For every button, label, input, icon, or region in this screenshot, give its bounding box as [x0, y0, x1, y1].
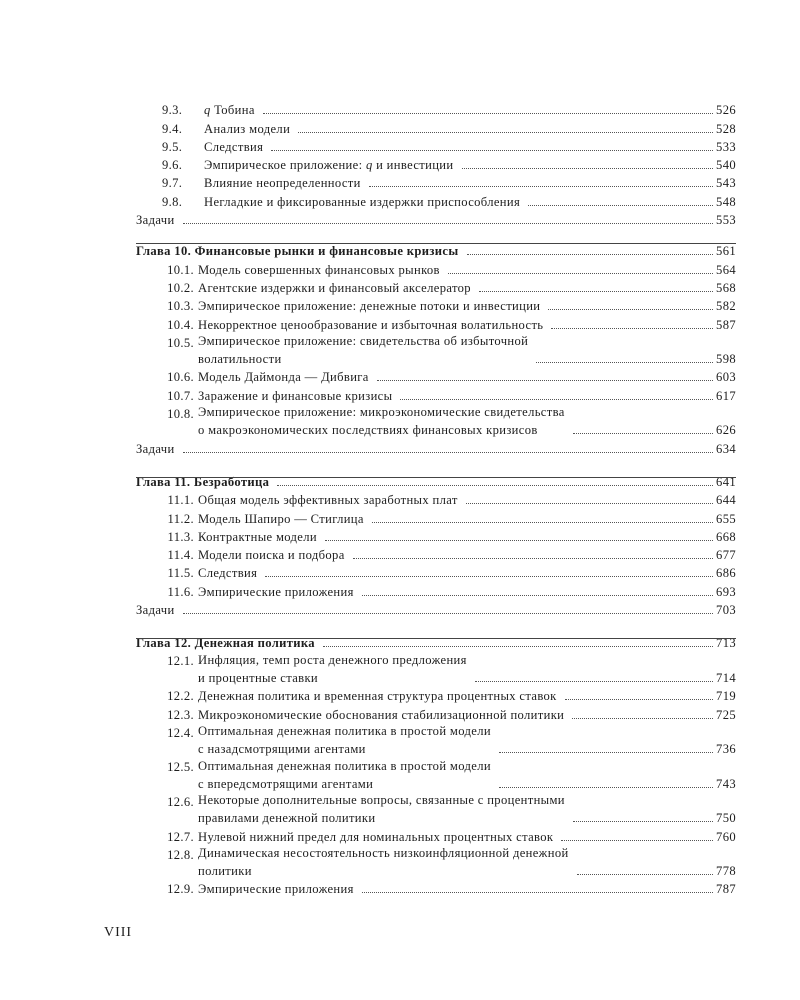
- dot-leader: [528, 205, 713, 206]
- toc-entry-9-7: [136, 174, 736, 192]
- toc-entry-10-4: [136, 315, 736, 333]
- toc-entry-10-7: [136, 386, 736, 404]
- page-number: 626: [716, 423, 736, 438]
- dot-leader: [499, 752, 713, 753]
- section-title: Эмпирическое приложение: микроэкономические свидетельства о макроэкономических последствиях финансовых кризисов: [198, 405, 565, 438]
- page-number: 743: [716, 776, 736, 791]
- dot-leader: [577, 874, 713, 875]
- toc-entry-12-4: [136, 724, 736, 759]
- page-number: 644: [716, 493, 736, 508]
- dot-leader: [377, 380, 713, 381]
- page-number: 725: [716, 707, 736, 722]
- dot-leader: [183, 452, 713, 453]
- toc-entry-11-4: [136, 546, 736, 564]
- section-number: 10.4.: [167, 317, 194, 332]
- page-number: 561: [716, 244, 736, 259]
- toc-entry-12-9: [136, 880, 736, 898]
- page-number: 686: [716, 566, 736, 581]
- section-title: Модель совершенных финансовых рынков: [198, 262, 440, 277]
- page-folio: VIII: [104, 925, 133, 940]
- toc-entry-12-8: [136, 846, 736, 881]
- dot-leader: [565, 699, 713, 700]
- page-number: 736: [716, 742, 736, 757]
- page-number: 587: [716, 317, 736, 332]
- page-number: 713: [716, 636, 736, 651]
- toc-entry-9-5: [136, 138, 736, 156]
- toc-entry-12-7: [136, 827, 736, 845]
- chapter-title: Глава 12. Денежная политика: [136, 636, 315, 651]
- page-number: 655: [716, 511, 736, 526]
- section-number: 10.2.: [167, 280, 194, 295]
- tasks-title: Задачи: [136, 441, 175, 456]
- dot-leader: [362, 892, 713, 893]
- section-title: Модели поиска и подбора: [198, 548, 345, 563]
- dot-leader: [475, 681, 713, 682]
- section-title: Нулевой нижний предел для номинальных процентных ставок: [198, 829, 554, 844]
- dot-leader: [448, 273, 713, 274]
- toc-entry-12-6: [136, 793, 736, 828]
- toc-entry-12-3: [136, 705, 736, 723]
- section-number: 11.1.: [167, 493, 194, 508]
- dot-leader: [323, 646, 713, 647]
- toc-entry-12-2: [136, 687, 736, 705]
- section-title: Оптимальная денежная политика в простой модели с впередсмотрящими агентами: [198, 758, 491, 791]
- chapter-heading-11: [136, 473, 736, 491]
- section-title: Анализ модели: [204, 121, 291, 136]
- section-number: 9.6.: [162, 158, 183, 173]
- chapter-separator: [136, 243, 736, 244]
- page-number: 548: [716, 194, 736, 209]
- toc-entry-10-8: [136, 405, 736, 440]
- dot-leader: [265, 576, 713, 577]
- dot-leader: [183, 613, 713, 614]
- section-title: Эмпирическое приложение: q и инвестиции: [204, 158, 454, 173]
- section-title: Заражение и финансовые кризисы: [198, 388, 393, 403]
- section-number: 9.3.: [162, 103, 183, 118]
- section-title: Оптимальная денежная политика в простой модели с назадсмотрящими агентами: [198, 724, 491, 757]
- toc-entry-11-6: [136, 582, 736, 600]
- section-title: Эмпирическое приложение: свидетельства об избыточной волатильности: [198, 334, 529, 367]
- page-number: 603: [716, 370, 736, 385]
- chapter-heading-12: [136, 634, 736, 652]
- section-number: 12.1.: [167, 654, 194, 669]
- section-number: 10.1.: [167, 262, 194, 277]
- section-title: Следствия: [204, 139, 264, 154]
- section-number: 11.2.: [167, 511, 194, 526]
- dot-leader: [551, 328, 713, 329]
- page-number: 787: [716, 882, 736, 897]
- tasks-title: Задачи: [136, 603, 175, 618]
- dot-leader: [573, 433, 713, 434]
- toc-entry-9-4: [136, 119, 736, 137]
- section-number: 12.9.: [167, 882, 194, 897]
- dot-leader: [271, 150, 713, 151]
- section-number: 10.8.: [167, 406, 194, 421]
- section-number: 12.5.: [167, 760, 194, 775]
- page-number: 641: [716, 474, 736, 489]
- toc-entry-11-1: [136, 491, 736, 509]
- page-number: 617: [716, 388, 736, 403]
- section-number: 10.6.: [167, 370, 194, 385]
- toc-entry-11-5: [136, 564, 736, 582]
- section-title: Некорректное ценообразование и избыточная волатильность: [198, 317, 544, 332]
- toc-entry-10-3: [136, 297, 736, 315]
- toc-entry-11-3: [136, 528, 736, 546]
- section-title: q Тобина: [204, 103, 255, 118]
- section-number: 11.5.: [167, 566, 194, 581]
- toc-entry-ch10-tasks: [136, 439, 736, 457]
- section-title: Влияние неопределенности: [204, 176, 361, 191]
- page-number: 634: [716, 441, 736, 456]
- dot-leader: [372, 522, 713, 523]
- section-title: Денежная политика и временная структура процентных ставок: [198, 689, 557, 704]
- table-of-contents: [136, 101, 736, 898]
- dot-leader: [561, 840, 713, 841]
- dot-leader: [369, 186, 713, 187]
- toc-entry-ch11-tasks: [136, 601, 736, 619]
- section-number: 9.8.: [162, 194, 183, 209]
- section-number: 10.5.: [167, 335, 194, 350]
- toc-entry-12-5: [136, 758, 736, 793]
- page-number: 703: [716, 603, 736, 618]
- page-number: 528: [716, 121, 736, 136]
- toc-entry-11-2: [136, 509, 736, 527]
- page-number: 598: [716, 352, 736, 367]
- section-title: Инфляция, темп роста денежного предложения и процентные ставки: [198, 652, 467, 685]
- section-number: 12.3.: [167, 707, 194, 722]
- toc-entry-10-2: [136, 279, 736, 297]
- section-title: Негладкие и фиксированные издержки приспособления: [204, 194, 521, 209]
- dot-leader: [466, 503, 713, 504]
- section-number: 11.6.: [167, 584, 194, 599]
- dot-leader: [467, 254, 714, 255]
- section-title: Эмпирические приложения: [198, 584, 354, 599]
- section-title: Эмпирические приложения: [198, 882, 354, 897]
- section-title: Некоторые дополнительные вопросы, связанные с процентными правилами денежной политики: [198, 793, 565, 826]
- dot-leader: [277, 485, 713, 486]
- dot-leader: [536, 362, 713, 363]
- dot-leader: [263, 113, 713, 114]
- chapter-separator: [136, 638, 736, 639]
- toc-entry-10-5: [136, 334, 736, 369]
- page-number: 540: [716, 158, 736, 173]
- page-number: 582: [716, 299, 736, 314]
- section-number: 9.4.: [162, 121, 183, 136]
- page-number: 677: [716, 548, 736, 563]
- section-number: 12.4.: [167, 725, 194, 740]
- section-title: Эмпирическое приложение: денежные потоки и инвестиции: [198, 299, 541, 314]
- section-number: 10.7.: [167, 388, 194, 403]
- tasks-title: Задачи: [136, 213, 175, 228]
- chapter-separator: [136, 477, 736, 478]
- dot-leader: [298, 132, 713, 133]
- toc-entry-9-3: [136, 101, 736, 119]
- section-number: 12.7.: [167, 829, 194, 844]
- chapter-heading-10: [136, 242, 736, 260]
- toc-entry-10-6: [136, 368, 736, 386]
- page-number: 760: [716, 829, 736, 844]
- dot-leader: [353, 558, 713, 559]
- dot-leader: [573, 821, 713, 822]
- section-number: 9.7.: [162, 176, 183, 191]
- section-title: Микроэкономические обоснования стабилизационной политики: [198, 707, 565, 722]
- section-title: Общая модель эффективных заработных плат: [198, 493, 458, 508]
- section-title: Следствия: [198, 566, 258, 581]
- dot-leader: [499, 787, 713, 788]
- section-number: 12.6.: [167, 794, 194, 809]
- dot-leader: [572, 718, 713, 719]
- page-number: 719: [716, 689, 736, 704]
- section-title: Модель Шапиро — Стиглица: [198, 511, 364, 526]
- dot-leader: [548, 309, 713, 310]
- dot-leader: [400, 399, 713, 400]
- page-number: 543: [716, 176, 736, 191]
- page-number: 564: [716, 262, 736, 277]
- dot-leader: [325, 540, 713, 541]
- section-number: 11.3.: [167, 529, 194, 544]
- toc-entry-10-1: [136, 260, 736, 278]
- chapter-title: Глава 11. Безработица: [136, 474, 270, 489]
- toc-entry-9-6: [136, 156, 736, 174]
- page-number: 778: [716, 864, 736, 879]
- section-title: Агентские издержки и финансовый акселератор: [198, 280, 471, 295]
- toc-entry-9-8: [136, 192, 736, 210]
- dot-leader: [462, 168, 714, 169]
- section-number: 9.5.: [162, 139, 183, 154]
- page-number: 750: [716, 811, 736, 826]
- section-number: 11.4.: [167, 548, 194, 563]
- page-number: 693: [716, 584, 736, 599]
- dot-leader: [479, 291, 713, 292]
- section-title: Динамическая несостоятельность низкоинфляционной денежной политики: [198, 846, 569, 879]
- page-number: 526: [716, 103, 736, 118]
- dot-leader: [183, 223, 713, 224]
- section-title: Контрактные модели: [198, 529, 317, 544]
- dot-leader: [362, 595, 713, 596]
- page-number: 568: [716, 280, 736, 295]
- page-number: 533: [716, 139, 736, 154]
- page-number: 714: [716, 670, 736, 685]
- page-number: 553: [716, 213, 736, 228]
- chapter-title: Глава 10. Финансовые рынки и финансовые кризисы: [136, 244, 459, 259]
- section-number: 12.2.: [167, 689, 194, 704]
- section-number: 12.8.: [167, 847, 194, 862]
- section-title: Модель Даймонда — Дибвига: [198, 370, 369, 385]
- toc-entry-12-1: [136, 652, 736, 687]
- toc-entry-ch9-tasks: [136, 211, 736, 229]
- section-number: 10.3.: [167, 299, 194, 314]
- page-number: 668: [716, 529, 736, 544]
